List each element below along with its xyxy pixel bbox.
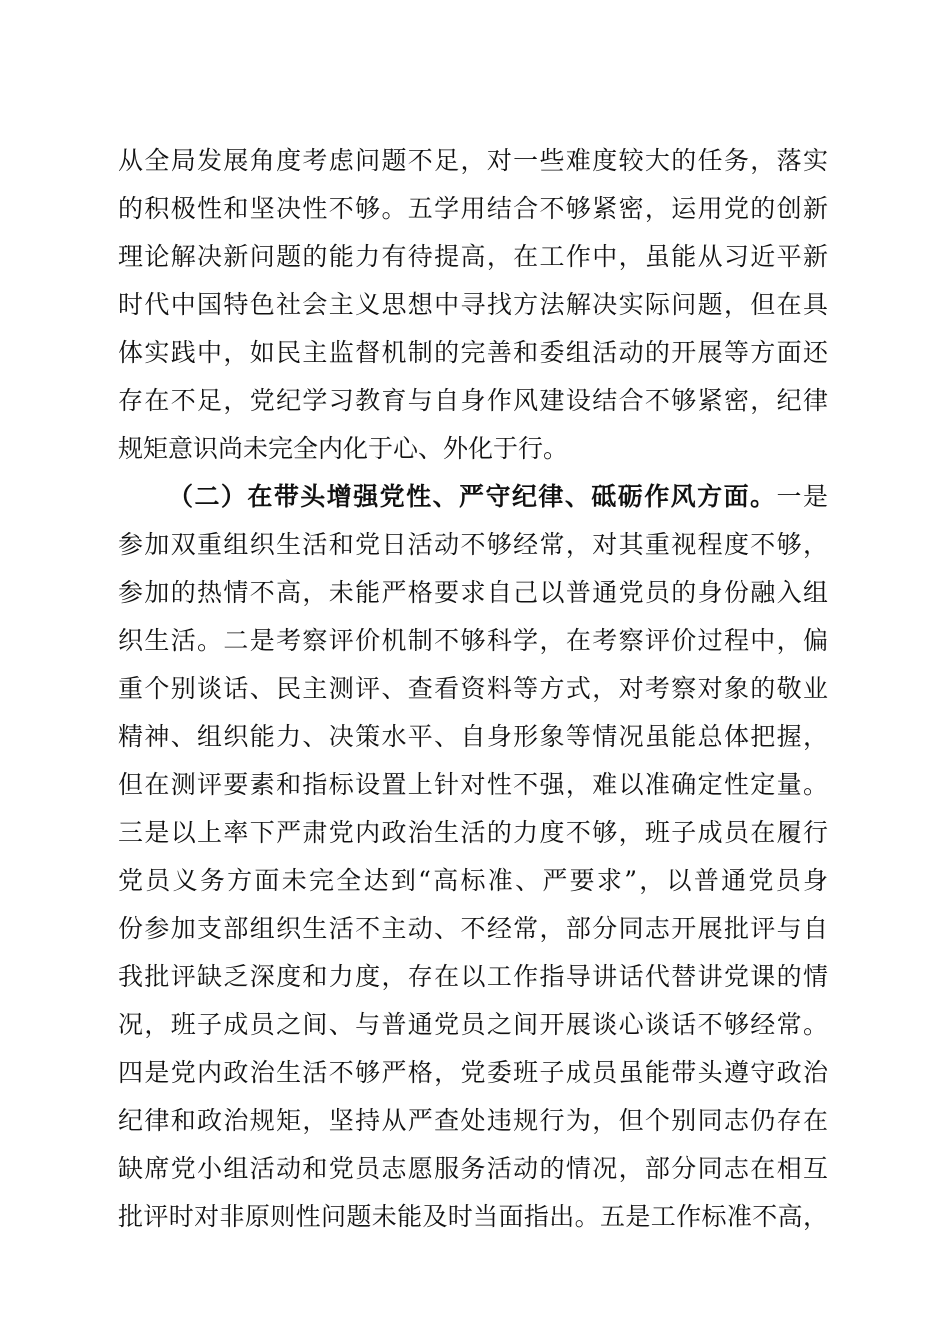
text-line: 织生活。二是考察评价机制不够科学，在考察评价过程中，偏 xyxy=(118,626,828,655)
text-line: 况，班子成员之间、与普通党员之间开展谈心谈话不够经常。 xyxy=(118,1010,828,1039)
text-line: 我批评缺乏深度和力度，存在以工作指导讲话代替讲党课的情 xyxy=(118,962,828,991)
text-line: 四是党内政治生活不够严格，党委班子成员虽能带头遵守政治 xyxy=(118,1058,828,1087)
text-line: 参加双重组织生活和党日活动不够经常，对其重视程度不够， xyxy=(118,530,828,559)
text-line: 从全局发展角度考虑问题不足，对一些难度较大的任务，落实 xyxy=(118,146,828,175)
text-line: 参加的热情不高，未能严格要求自己以普通党员的身份融入组 xyxy=(118,578,828,607)
text-line: 重个别谈话、民主测评、查看资料等方式，对考察对象的敬业 xyxy=(118,674,828,703)
section-heading: （二）在带头增强党性、严守纪律、砥砺作风方面。 xyxy=(168,482,777,511)
text-line: 体实践中，如民主监督机制的完善和委组活动的开展等方面还 xyxy=(118,338,828,367)
text-line: 时代中国特色社会主义思想中寻找方法解决实际问题，但在具 xyxy=(118,290,828,319)
text-line: 三是以上率下严肃党内政治生活的力度不够，班子成员在履行 xyxy=(118,818,828,847)
section-heading-line xyxy=(168,475,828,519)
text-line: 缺席党小组活动和党员志愿服务活动的情况，部分同志在相互 xyxy=(118,1154,828,1183)
text-line: 规矩意识尚未完全内化于心、外化于行。 xyxy=(118,434,569,463)
text-line: 批评时对非原则性问题未能及时当面指出。五是工作标准不高， xyxy=(118,1202,828,1231)
text-line: 精神、组织能力、决策水平、自身形象等情况虽能总体把握， xyxy=(118,722,828,751)
text-line: 存在不足，党纪学习教育与自身作风建设结合不够紧密，纪律 xyxy=(118,386,828,415)
text-line: 但在测评要素和指标设置上针对性不强，难以准确定性定量。 xyxy=(118,770,828,799)
text-line: 纪律和政治规矩，坚持从严查处违规行为，但个别同志仍存在 xyxy=(118,1106,828,1135)
text-line: 的积极性和坚决性不够。五学用结合不够紧密，运用党的创新 xyxy=(118,194,828,223)
text-line: 份参加支部组织生活不主动、不经常，部分同志开展批评与自 xyxy=(118,914,828,943)
text-line: 理论解决新问题的能力有待提高，在工作中，虽能从习近平新 xyxy=(118,242,828,271)
text-line: 一是 xyxy=(776,482,828,511)
text-line: 党员义务方面未完全达到“高标准、严要求”，以普通党员身 xyxy=(118,866,828,895)
